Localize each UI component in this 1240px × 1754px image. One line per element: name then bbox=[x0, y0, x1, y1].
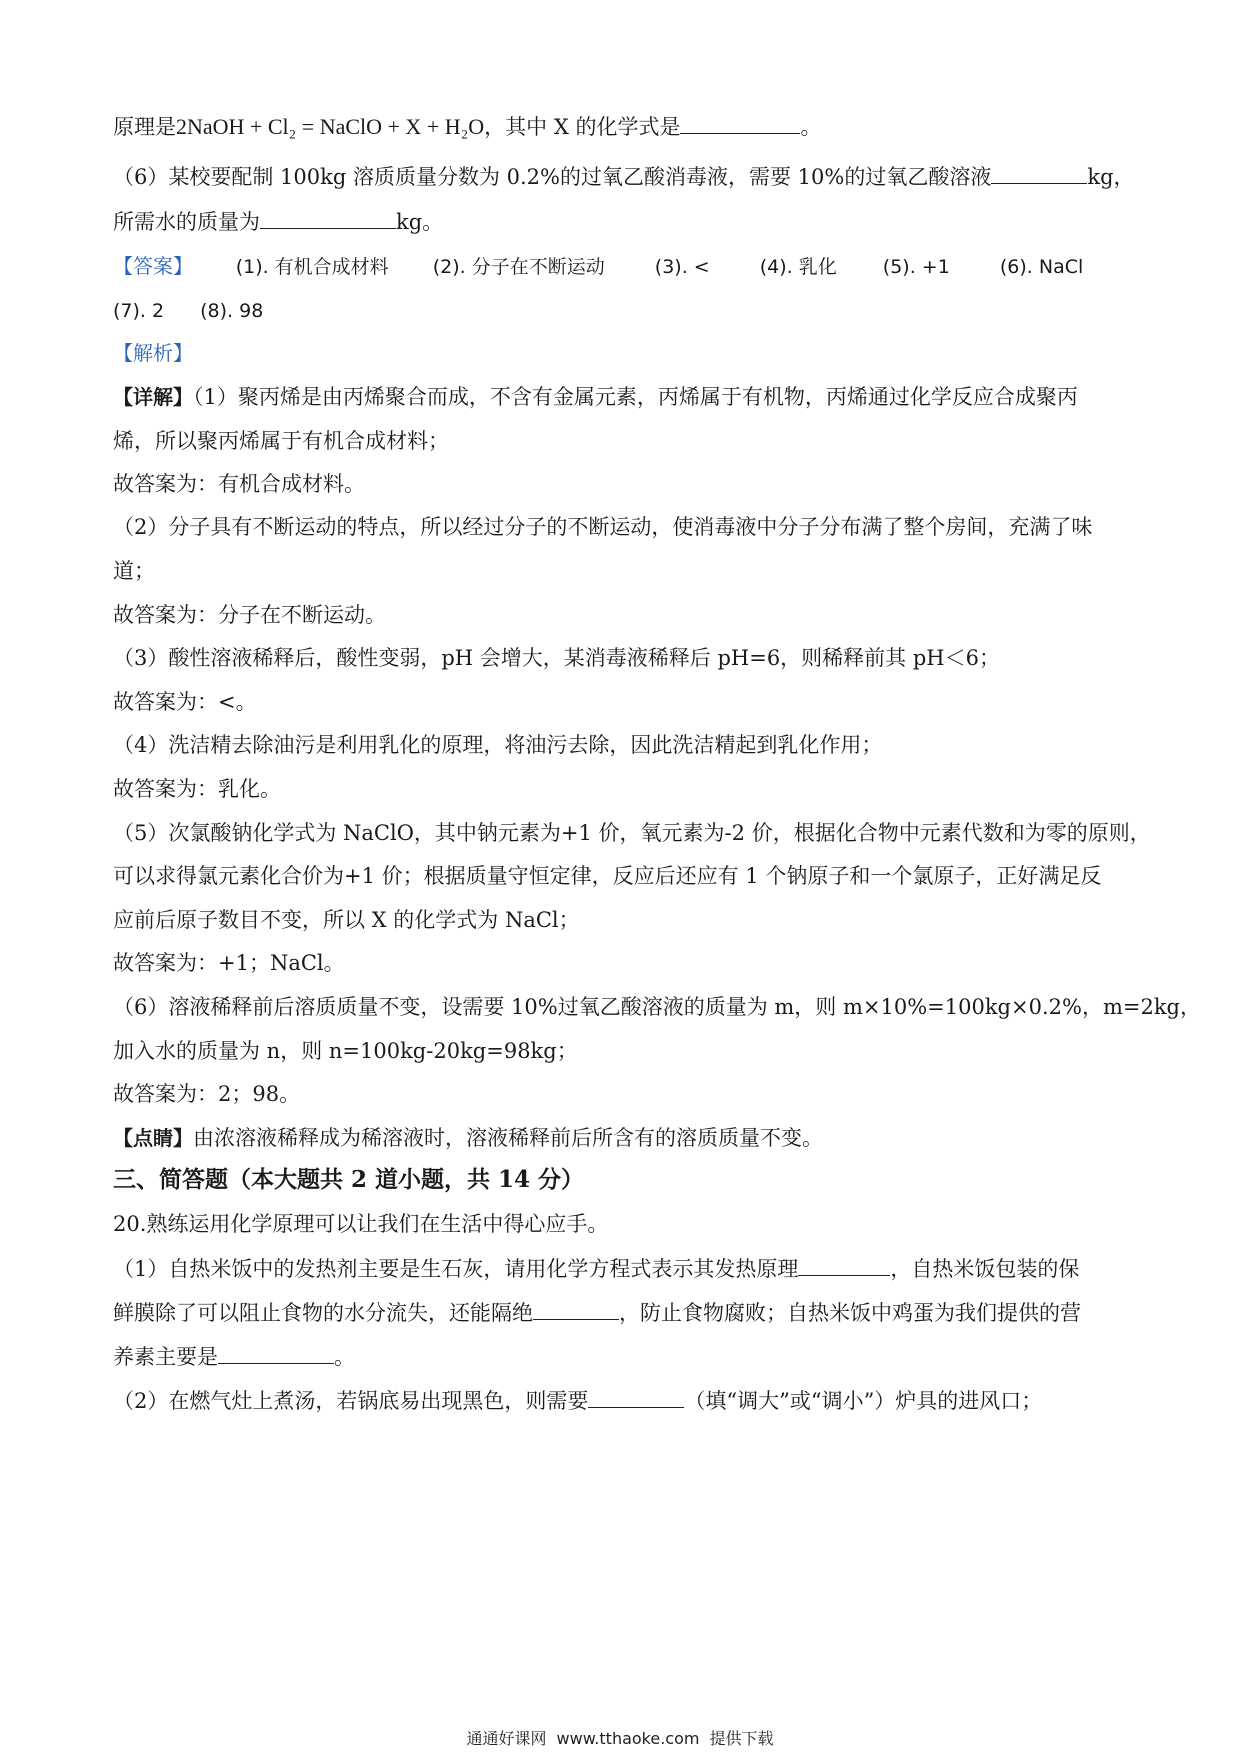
footer-url[interactable]: www.tthaoke.com bbox=[556, 1729, 700, 1748]
detail-line bbox=[113, 905, 1133, 935]
equation-end: 。 bbox=[800, 115, 822, 139]
detail-text: （5）次氯酸钠化学式为 NaClO，其中钠元素为+1 价，氧元素为-2 价，根据化合物中元素代数和为零的原则， bbox=[113, 821, 1151, 845]
question-20-text: 鲜膜除了可以阻止食物的水分流失，还能隔绝 bbox=[113, 1301, 533, 1325]
answer-tag: 【答案】 bbox=[113, 254, 193, 278]
detail-text: 加入水的质量为 n，则 n=100kg-20kg=98kg； bbox=[113, 1039, 578, 1063]
detail-text: 故答案为：有机合成材料。 bbox=[113, 472, 365, 496]
detail-line bbox=[113, 643, 1133, 673]
detail-text: 故答案为：<。 bbox=[113, 690, 257, 714]
question-6-text-a: （6）某校要配制 100kg 溶质质量分数为 0.2%的过氧乙酸消毒液，需要 10%的过氧乙酸溶液 bbox=[113, 165, 992, 189]
answer-blank[interactable] bbox=[680, 115, 800, 134]
detail-line bbox=[113, 687, 1133, 717]
question-20-line-3 bbox=[113, 1342, 1133, 1372]
footer-site-name: 通通好课网 bbox=[466, 1729, 547, 1748]
detail-text: （1）聚丙烯是由丙烯聚合而成，不含有金属元素，丙烯属于有机物，丙烯通过化学反应合成聚丙 bbox=[193, 385, 1078, 409]
answer-items-2 bbox=[113, 296, 263, 326]
question-6-line-2 bbox=[113, 207, 1133, 237]
detail-line bbox=[113, 861, 1133, 891]
analysis-line bbox=[113, 338, 1133, 368]
question-20-text: 。 bbox=[334, 1345, 355, 1369]
question-20-text: （1）自热米饭中的发热剂主要是生石灰，请用化学方程式表示其发热原理 bbox=[113, 1257, 799, 1281]
point-text: 由浓溶液稀释成为稀溶液时，溶液稀释前后所含有的溶质质量不变。 bbox=[193, 1126, 823, 1150]
question-6-text-d: kg。 bbox=[396, 210, 444, 234]
detail-line bbox=[113, 1036, 1133, 1066]
point-line bbox=[113, 1123, 1133, 1153]
answer-item: (1). 有机合成材料 bbox=[235, 256, 389, 278]
question-20-line-2 bbox=[113, 1298, 1133, 1328]
detail-line bbox=[113, 600, 1133, 630]
answer-items bbox=[200, 252, 1084, 282]
detail-line bbox=[113, 512, 1133, 542]
answer-item: (3). < bbox=[654, 256, 710, 278]
answer-blank[interactable] bbox=[260, 210, 396, 229]
answer-blank[interactable] bbox=[798, 1257, 890, 1276]
detail-text: （4）洗洁精去除油污是利用乳化的原理，将油污去除，因此洗洁精起到乳化作用； bbox=[113, 733, 883, 757]
detail-text: 烯，所以聚丙烯属于有机合成材料； bbox=[113, 429, 449, 453]
section-heading: 三、简答题（本大题共 2 道小题，共 14 分） bbox=[113, 1166, 585, 1193]
question-20-title: 20.熟练运用化学原理可以让我们在生活中得心应手。 bbox=[113, 1212, 609, 1236]
footer-download-text: 提供下载 bbox=[709, 1729, 774, 1748]
equation-suffix: ，其中 X 的化学式是 bbox=[484, 115, 681, 139]
answer-blank[interactable] bbox=[533, 1301, 619, 1320]
detail-text: 道； bbox=[113, 559, 155, 583]
question-20-text: （2）在燃气灶上煮汤，若锅底易出现黑色，则需要 bbox=[113, 1389, 589, 1413]
detail-line bbox=[113, 992, 1201, 1022]
question-20-text: ，自热米饭包装的保 bbox=[890, 1257, 1080, 1281]
page-footer bbox=[0, 1726, 1240, 1749]
answer-blank[interactable] bbox=[588, 1389, 684, 1408]
question-20-text: 养素主要是 bbox=[113, 1345, 218, 1369]
detail-line bbox=[113, 818, 1151, 848]
answer-blank[interactable] bbox=[991, 165, 1087, 184]
answer-item: (8). 98 bbox=[200, 300, 264, 322]
analysis-tag: 【解析】 bbox=[113, 341, 193, 365]
answer-line-1 bbox=[113, 251, 1133, 282]
detail-line bbox=[113, 1079, 1133, 1109]
chemical-equation: 2NaOH + Cl₂ = NaClO + X + H₂O bbox=[176, 114, 485, 139]
detail-text: 可以求得氯元素化合价为+1 价；根据质量守恒定律，反应后还应有 1 个钠原子和一个氯原子，正好满足反 bbox=[113, 864, 1102, 888]
answer-item: (7). 2 bbox=[113, 300, 165, 322]
question-20-text: ，防止食物腐败；自热米饭中鸡蛋为我们提供的营 bbox=[619, 1301, 1081, 1325]
question-6-text-c: 所需水的质量为 bbox=[113, 210, 260, 234]
detail-text: 故答案为：分子在不断运动。 bbox=[113, 603, 386, 627]
detail-line bbox=[113, 469, 1133, 499]
equation-prefix: 原理是 bbox=[113, 115, 176, 139]
answer-line-2 bbox=[113, 295, 1133, 326]
detail-line bbox=[113, 774, 1133, 804]
answer-item: (5). +1 bbox=[882, 256, 950, 278]
question-20-line-1 bbox=[113, 1254, 1133, 1284]
question-6-line-1 bbox=[113, 162, 1133, 192]
answer-item: (4). 乳化 bbox=[759, 256, 837, 278]
detail-line bbox=[113, 382, 1133, 412]
detail-text: 故答案为：乳化。 bbox=[113, 777, 281, 801]
detail-text: （6）溶液稀释前后溶质质量不变，设需要 10%过氧乙酸溶液的质量为 m，则 m×10%=100kg×0.2%，m=2kg， bbox=[113, 995, 1201, 1019]
detail-tag: 【详解】 bbox=[113, 385, 193, 409]
answer-item: (2). 分子在不断运动 bbox=[432, 256, 605, 278]
detail-line bbox=[113, 730, 1133, 760]
question-6-text-b: kg， bbox=[1087, 165, 1135, 189]
detail-text: （3）酸性溶液稀释后，酸性变弱，pH 会增大，某消毒液稀释后 pH=6，则稀释前其 pH＜6； bbox=[113, 646, 1000, 670]
point-tag: 【点睛】 bbox=[113, 1126, 193, 1150]
detail-line bbox=[113, 948, 1133, 978]
detail-text: （2）分子具有不断运动的特点，所以经过分子的不断运动，使消毒液中分子分布满了整个房间，充满了味 bbox=[113, 515, 1093, 539]
equation-line bbox=[113, 112, 1133, 142]
detail-line bbox=[113, 426, 1133, 456]
answer-item: (6). NaCl bbox=[999, 256, 1084, 278]
question-20-text: （填“调大”或“调小”）炉具的进风口； bbox=[684, 1389, 1043, 1413]
detail-text: 应前后原子数目不变，所以 X 的化学式为 NaCl； bbox=[113, 908, 580, 932]
question-20-line-4 bbox=[113, 1386, 1133, 1416]
detail-text: 故答案为：2；98。 bbox=[113, 1082, 301, 1106]
answer-blank[interactable] bbox=[218, 1345, 334, 1364]
detail-line bbox=[113, 556, 1133, 586]
detail-text: 故答案为：+1；NaCl。 bbox=[113, 951, 345, 975]
